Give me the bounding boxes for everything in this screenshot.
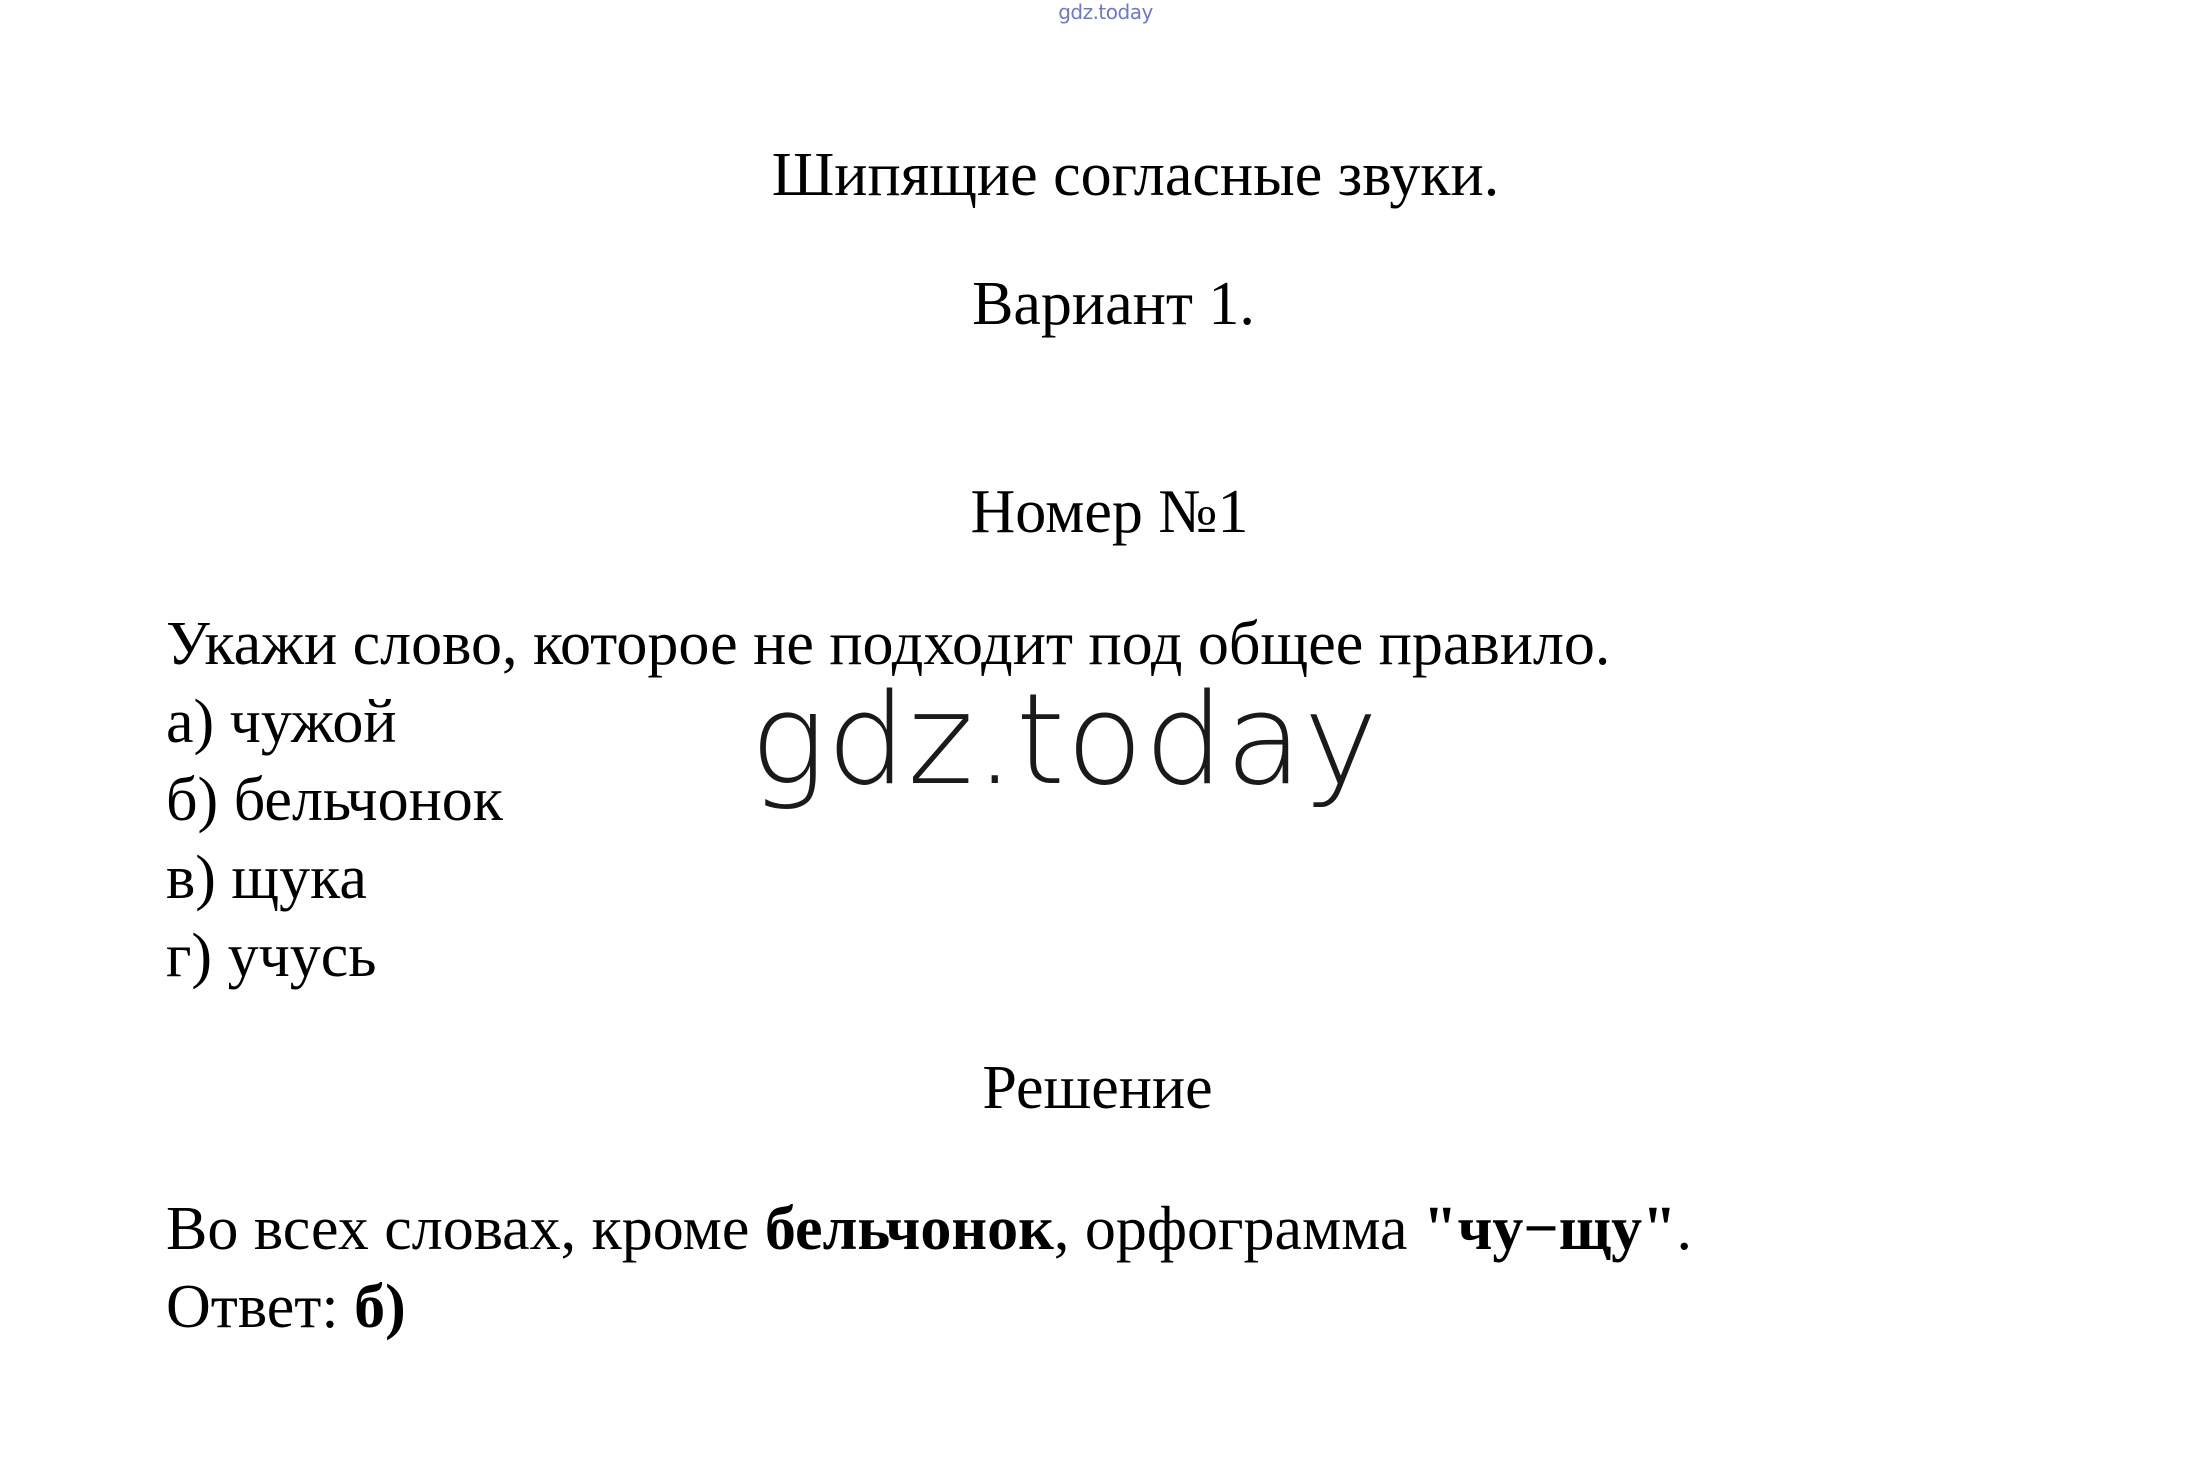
solution-heading: Решение xyxy=(982,1054,1213,1122)
option-b: б) бельчонок xyxy=(166,766,503,834)
answer-line xyxy=(166,1268,1692,1346)
option-c: в) щука xyxy=(166,844,367,912)
top-watermark: gdz.today xyxy=(1058,0,1153,24)
explanation-part3: . xyxy=(1676,1195,1693,1263)
explanation-part1: Во всех словах, кроме xyxy=(166,1195,765,1263)
problem-number-heading: Номер №1 xyxy=(970,478,1249,546)
answer-label: Ответ: xyxy=(166,1273,355,1341)
explanation-block xyxy=(166,1190,1692,1346)
explanation-bold-rule: "чу−щу" xyxy=(1423,1195,1677,1263)
option-d: г) учусь xyxy=(166,922,377,990)
option-a: а) чужой xyxy=(166,688,397,756)
question-text: Укажи слово, которое не подходит под общее правило. xyxy=(166,610,1611,678)
variant-heading: Вариант 1. xyxy=(972,270,1255,338)
page-title: Шипящие согласные звуки. xyxy=(771,141,1500,209)
explanation-bold-word: бельчонок xyxy=(764,1195,1054,1263)
explanation-text xyxy=(166,1190,1692,1268)
explanation-part2: , орфограмма xyxy=(1053,1195,1424,1263)
center-watermark: gdz.today xyxy=(750,666,1380,813)
answer-value: б) xyxy=(354,1273,406,1341)
